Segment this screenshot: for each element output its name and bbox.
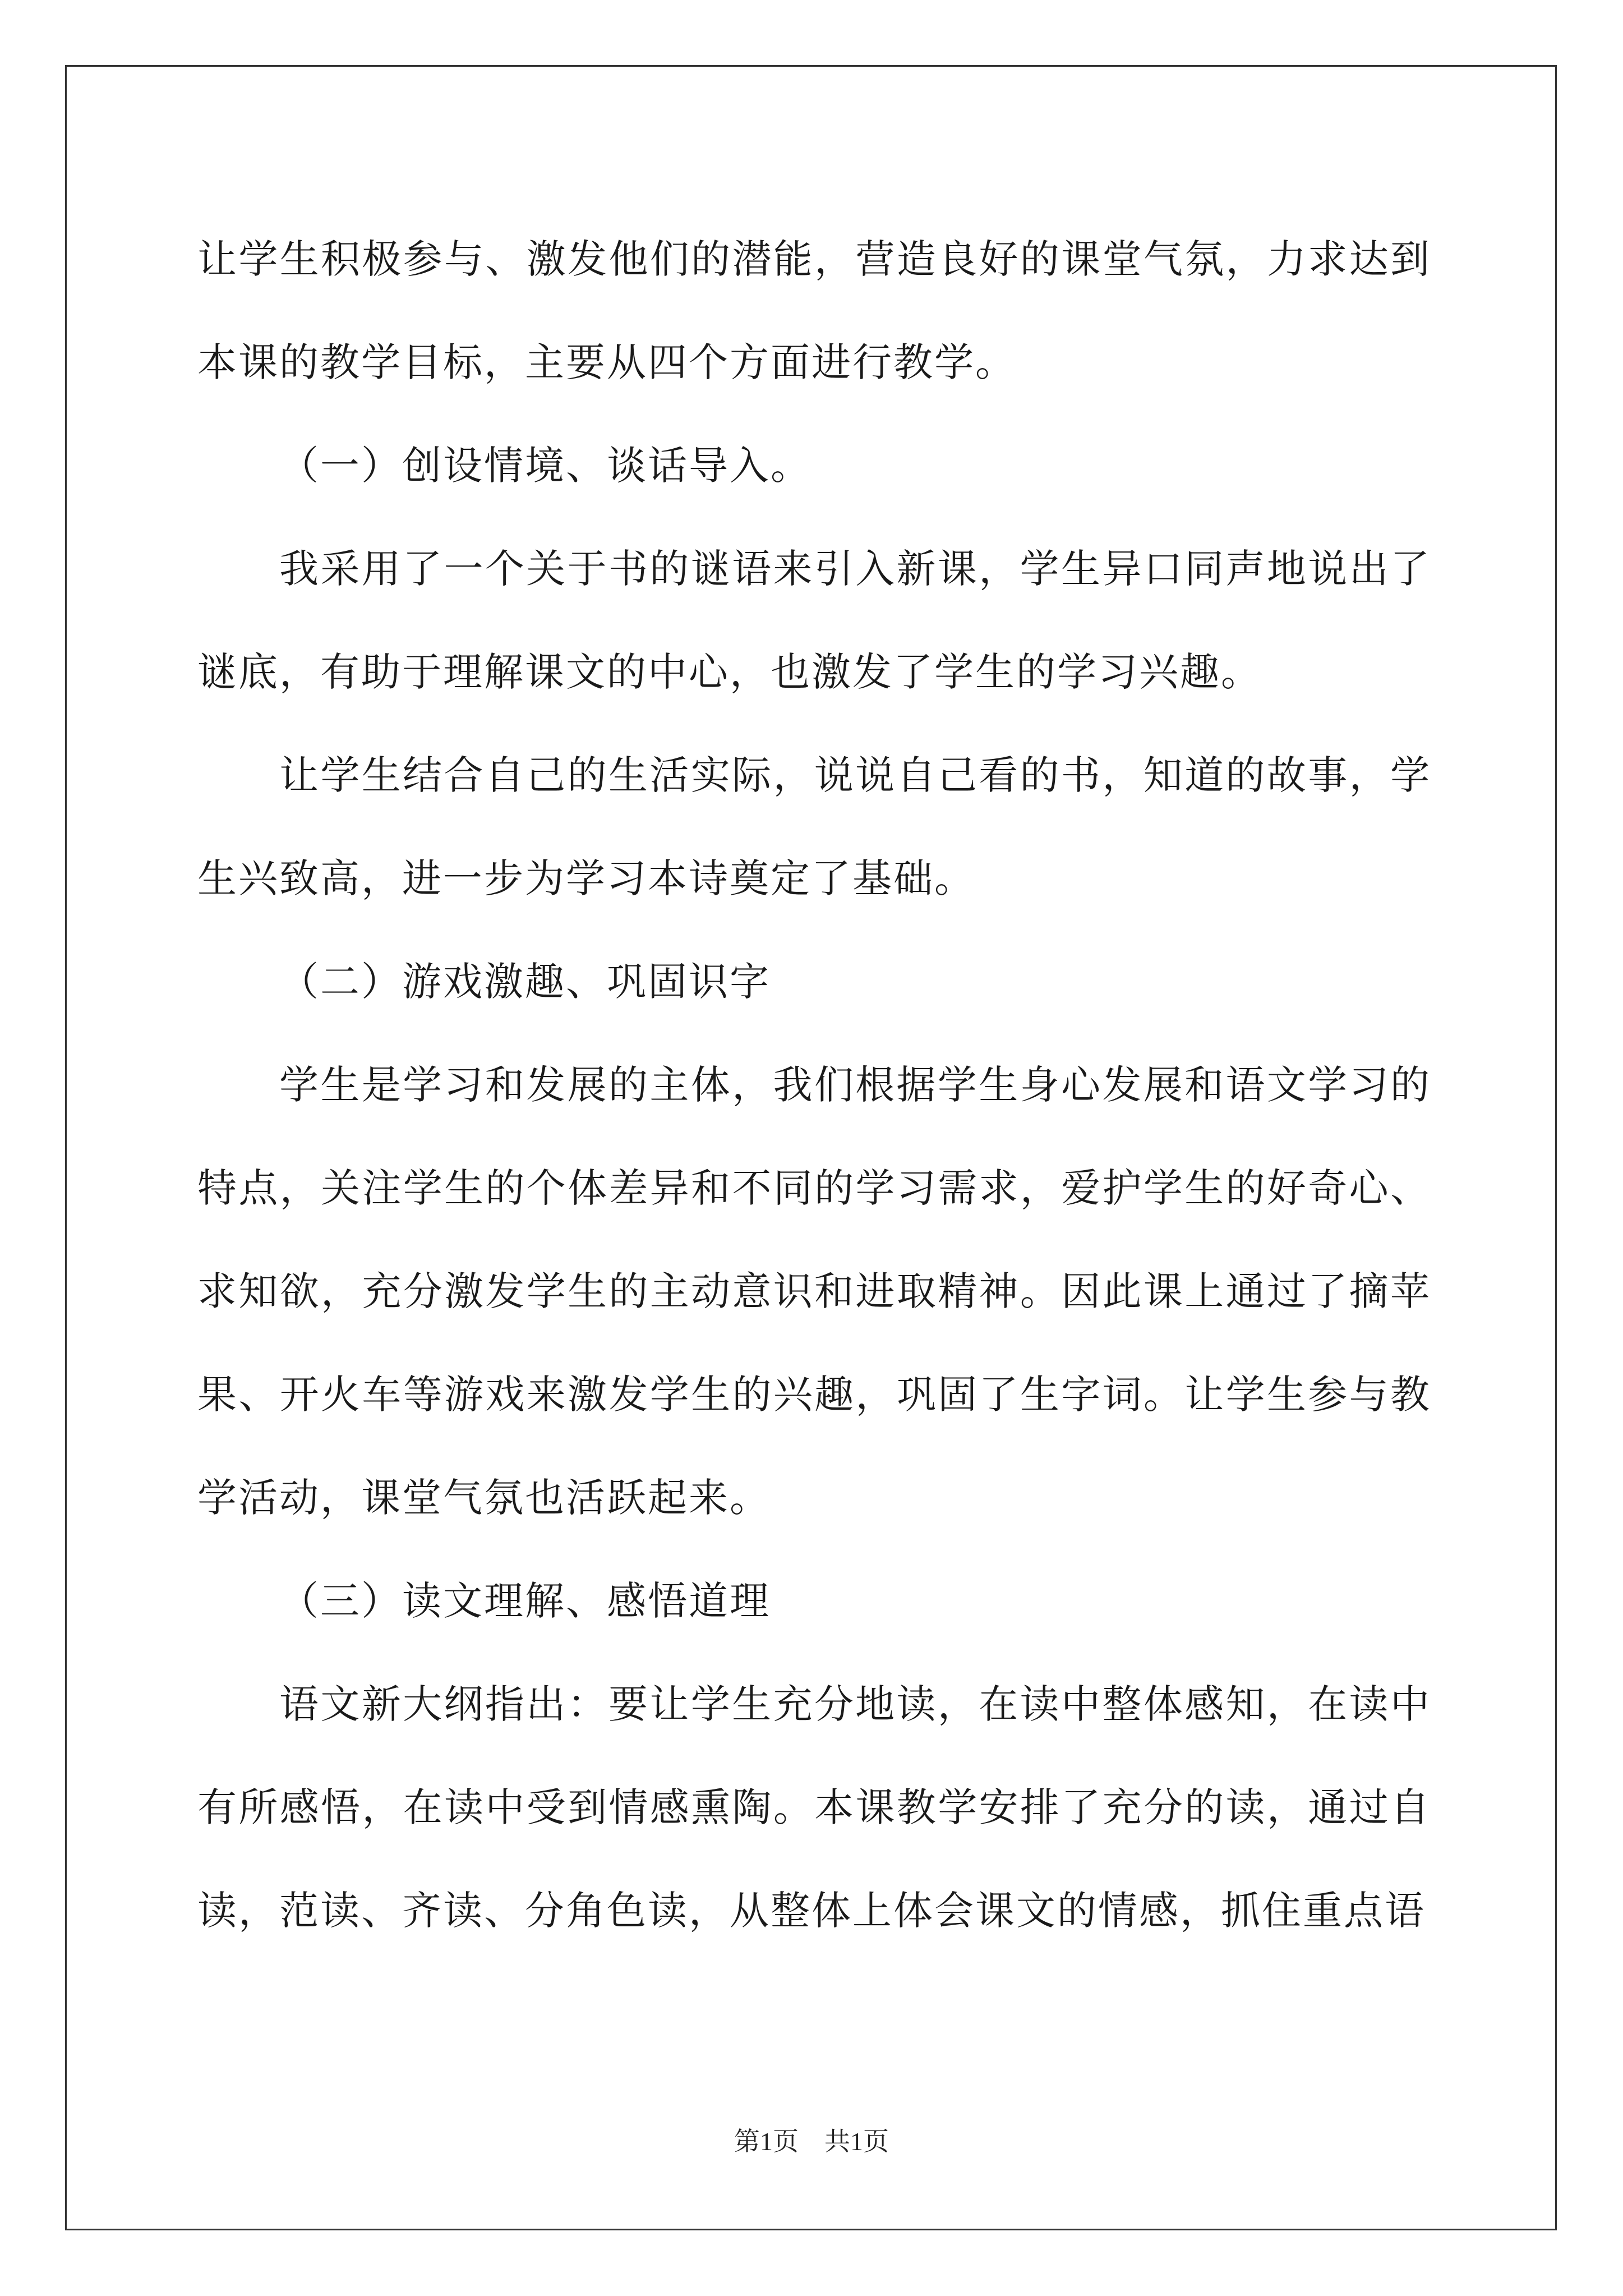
paragraph-1: 让学生积极参与、激发他们的潜能，营造良好的课堂气氛，力求达到本课的教学目标，主要从四个方面进行教学。 [197,236,1431,385]
paragraph-4: 学生是学习和发展的主体，我们根据学生身心发展和语文学习的特点，关注学生的个体差异和不同的学习需求，爱护学生的好奇心、求知欲，充分激发学生的主动意识和进取精神。因此课上通过了摘苹果、开火车等游戏来激发学生的兴趣，巩固了生字词。让学生参与教学活动，课堂气氛也活跃起来。 [197,1062,1431,1521]
paragraph-2: 我采用了一个关于书的谜语来引入新课，学生异口同声地说出了谜底，有助于理解课文的中心，也激发了学生的学习兴趣。 [197,546,1431,695]
section-heading-3: （三）读文理解、感悟道理 [279,1578,771,1624]
section-heading-1: （一）创设情境、谈话导入。 [279,443,811,489]
section-heading-2: （二）游戏激趣、巩固识字 [279,959,771,1005]
page-number: 第1页 [734,2127,799,2156]
page-footer [0,2125,1623,2159]
page-total: 共1页 [824,2127,889,2156]
document-body [197,208,1431,1962]
paragraph-3: 让学生结合自己的生活实际，说说自己看的书，知道的故事，学生兴致高，进一步为学习本诗奠定了基础。 [197,752,1431,901]
paragraph-5: 语文新大纲指出：要让学生充分地读，在读中整体感知，在读中有所感悟，在读中受到情感熏陶。本课教学安排了充分的读，通过自读，范读、齐读、分角色读，从整体上体会课文的情感，抓住重点语 [197,1681,1431,1934]
